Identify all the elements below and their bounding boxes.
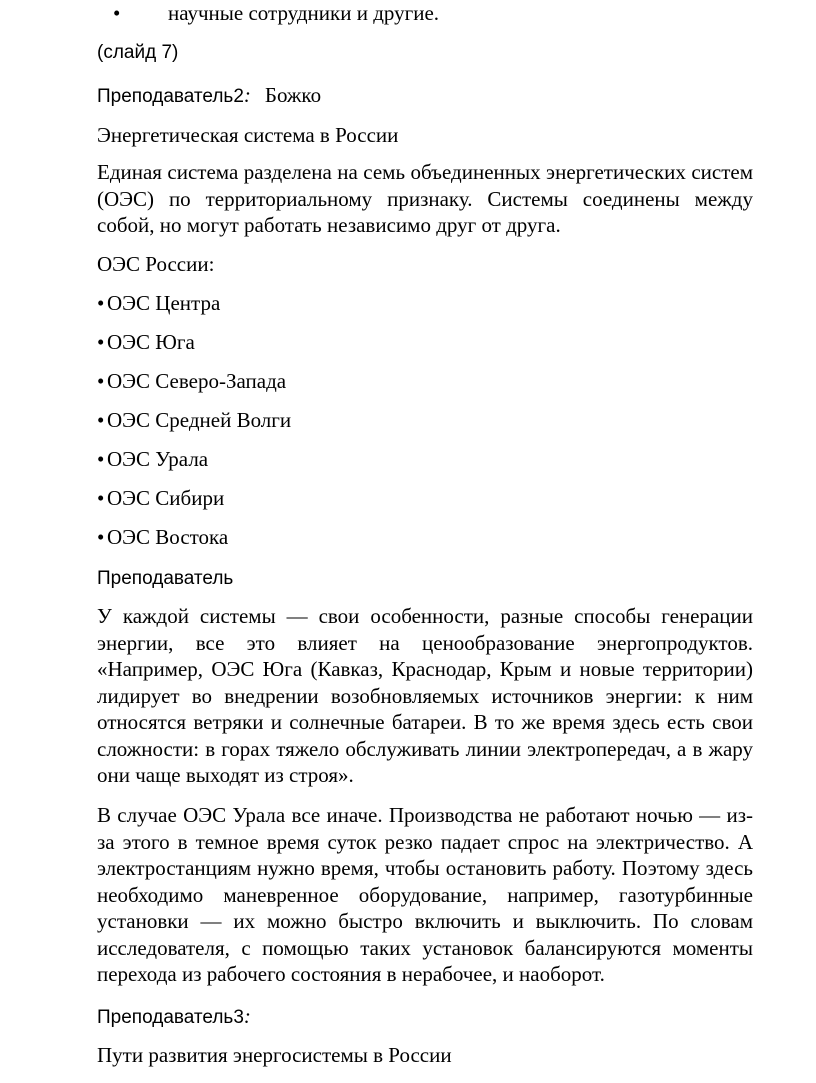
list-item-text: ОЭС Юга	[107, 330, 195, 354]
top-bullet-marker: •	[113, 1, 121, 25]
list-item-text: ОЭС Сибири	[107, 486, 225, 510]
teacher2-label: Преподаватель2	[97, 86, 244, 107]
list-bullet: •	[97, 408, 105, 432]
teacher3-label: Преподаватель3	[97, 1007, 244, 1028]
teacher3-line	[97, 1003, 251, 1032]
list-bullet: •	[97, 291, 105, 315]
teacher2-line	[97, 82, 321, 111]
list-bullet: •	[97, 486, 105, 510]
list-item	[97, 446, 208, 472]
teacher-label: Преподаватель	[97, 568, 234, 589]
paragraph-3: В случае ОЭС Урала все иначе. Производства не работают ночью — из-за этого в темное время суток резко падает спрос на электричество. А электростанциям нужно время, чтобы остановить работу. Поэтому здесь необходимо маневренное оборудование, например, газотурбинные установки — их можно быстро включить и выключить. По словам исследователя, с помощью таких установок балансируются моменты перехода из рабочего состояния в нерабочее, и наоборот.	[97, 803, 753, 986]
list-item-text: ОЭС Востока	[107, 525, 229, 549]
teacher3-colon: :	[243, 1004, 251, 1028]
list-item	[97, 329, 195, 355]
paragraph-2: У каждой системы — свои особенности, разные способы генерации энергии, все это влияет на ценообразование энергопродуктов. «Например, ОЭС Юга (Кавказ, Краснодар, Крым и новые территории) лидирует во внедрении возобновляемых источников энергии: к ним относятся ветряки и солнечные батареи. В то же время здесь есть свои сложности: в горах тяжело обслуживать линии электропередач, а в жару они чаще выходят из строя».	[97, 604, 753, 787]
paragraph-1: Единая система разделена на семь объединенных энергетических систем (ОЭС) по территориальному признаку. Системы соединены между собой, но могут работать независимо друг от друга.	[97, 160, 753, 237]
slide-label: (слайд 7)	[97, 42, 179, 63]
section2-heading: Пути развития энергосистемы в России	[97, 1043, 452, 1067]
list-item-text: ОЭС Центра	[107, 291, 221, 315]
list-item-text: ОЭС Урала	[107, 447, 209, 471]
top-bullet-text: научные сотрудники и другие.	[168, 1, 440, 25]
section1-heading: Энергетическая система в России	[97, 123, 399, 147]
list-item-text: ОЭС Северо-Запада	[107, 369, 287, 393]
list-item	[97, 485, 224, 511]
list-bullet: •	[97, 330, 105, 354]
list-item	[97, 290, 220, 316]
list-bullet: •	[97, 525, 105, 549]
list-item	[97, 368, 286, 394]
teacher2-name: Божко	[264, 83, 322, 107]
list-bullet: •	[97, 369, 105, 393]
list-item	[97, 407, 291, 433]
list-item	[97, 524, 228, 550]
oes-list-heading: ОЭС России:	[97, 252, 215, 276]
teacher2-colon: :	[243, 83, 251, 107]
list-bullet: •	[97, 447, 105, 471]
list-item-text: ОЭС Средней Волги	[107, 408, 292, 432]
